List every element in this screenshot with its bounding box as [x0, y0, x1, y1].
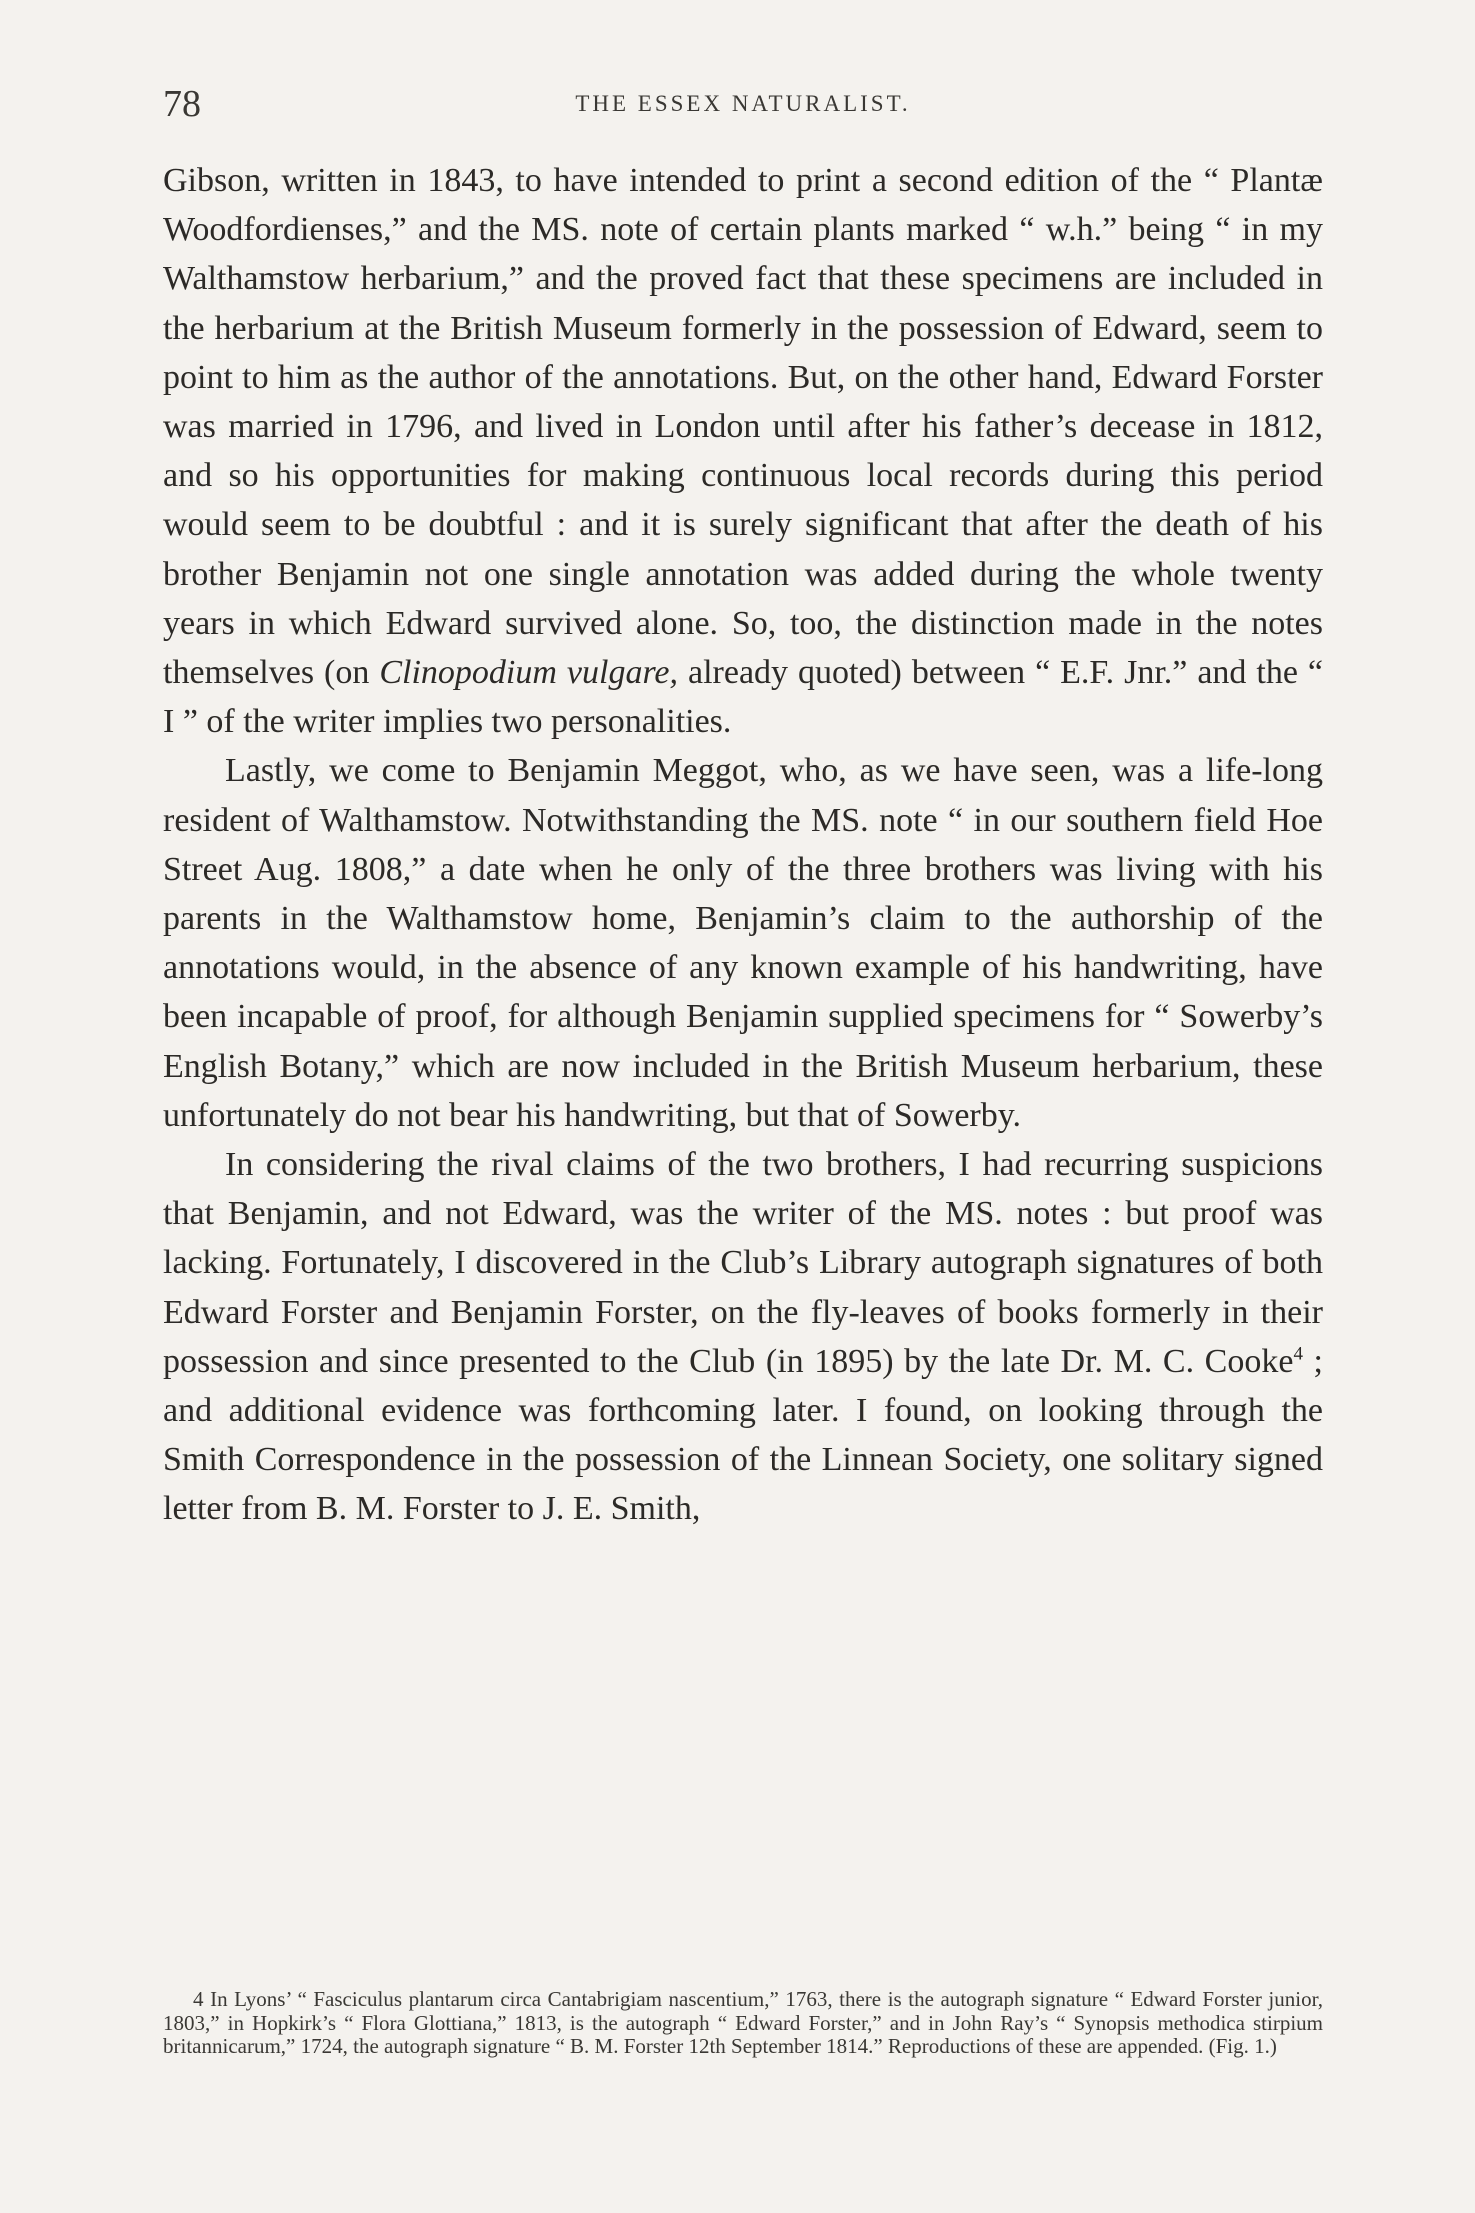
footnote-reference: 4 — [1293, 1343, 1303, 1365]
paragraph-1 — [163, 156, 1323, 746]
page-header — [163, 82, 1323, 132]
running-title: THE ESSEX NATURALIST. — [575, 91, 911, 116]
page-number: 78 — [163, 83, 201, 125]
paragraph-3-text-a: In considering the rival claims of the two brothers, I had recurring suspicions that Benjamin, and not Edward, was the writer of the MS. notes : but proof was lacking. Fortunately, I discovered in the Club’s Library autograph signatures of both Edward Forster and Benjamin Forster, on the fly-leaves of books formerly in their possession and since presented to the Club (in 1895) by the late Dr. M. C. Cooke — [163, 1146, 1323, 1380]
paragraph-1-text-a: Gibson, written in 1843, to have intended to print a second edition of the “ Plantæ Woodfordienses,” and the MS. note of certain plants marked “ w.h.” being “ in my Walthamstow herbarium,” and the proved fact that these specimens are included in the herbarium at the British Museum formerly in the possession of Edward, seem to point to him as the author of the annotations. But, on the other hand, Edward Forster was married in 1796, and lived in London until after his father’s decease in 1812, and so his opportunities for making continuous local records during this period would seem to be doubtful : and it is surely significant that after the death of his brother Benjamin not one single annotation was added during the whole twenty years in which Edward survived alone. So, too, the distinction made in the notes themselves (on — [163, 162, 1323, 692]
species-name: Clinopodium vulgare, — [379, 654, 679, 692]
paragraph-2: Lastly, we come to Benjamin Meggot, who, as we have seen, was a life-long resident of Walthamstow. Notwithstanding the MS. note “ in our southern field Hoe Street Aug. 1808,” a date when he only of the three brothers was living with his parents in the Walthamstow home, Benjamin’s claim to the authorship of the annotations would, in the absence of any known example of his handwriting, have been incapable of proof, for although Benjamin supplied specimens for “ Sowerby’s English Botany,” which are now included in the British Museum herbarium, these unfortunately do not bear his handwriting, but that of Sowerby. — [163, 752, 1323, 1134]
paragraph-3-text-b: ; and additional evidence was forthcoming later. I found, on looking through the Smith Correspondence in the possession of the Linnean Society, one solitary signed letter from B. M. Forster to J. E. Smith, — [163, 1342, 1323, 1528]
paragraph-1-text-b: already quoted) between “ E.F. Jnr.” and the “ I ” of the writer implies two personalities. — [163, 654, 1323, 741]
body-text — [163, 156, 1323, 1534]
paragraph-3 — [163, 1140, 1323, 1534]
footnote: 4 In Lyons’ “ Fasciculus plantarum circa Cantabrigiam nascentium,” 1763, there is the autograph signature “ Edward Forster junior, 1803,” in Hopkirk’s “ Flora Glottiana,” 1813, is the autograph “ Edward Forster,” and in John Ray’s “ Synopsis methodica stirpium britannicarum,” 1724, the autograph signature “ B. M. Forster 12th September 1814.” Reproductions of these are appended. (Fig. 1.) — [163, 1987, 1323, 2058]
